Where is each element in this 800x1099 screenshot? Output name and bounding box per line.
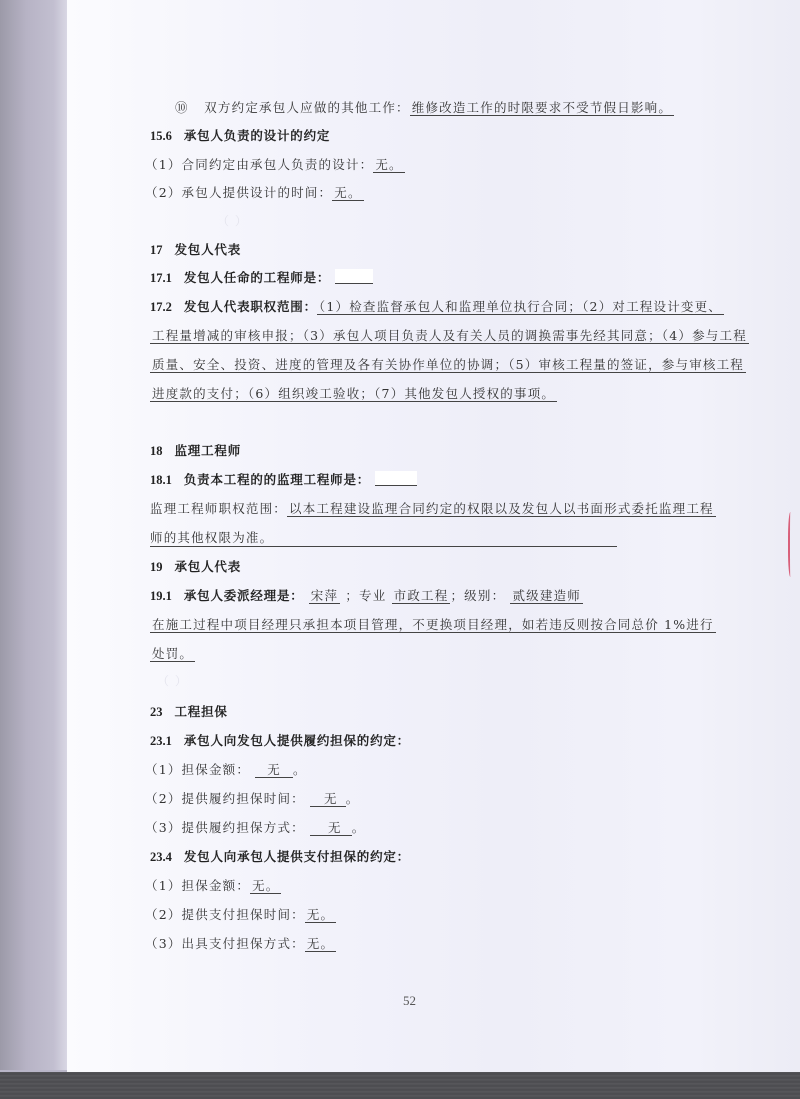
section-title: 监理工程师 [174,443,242,458]
section-number: 23 [150,705,163,719]
scope-text: 以本工程建设监理合同约定的权限以及发包人以书面形式委托监理工程 [289,501,714,516]
section-18-heading [150,441,241,459]
item-value: 无 [255,762,293,778]
section-number: 18 [150,444,163,458]
section-number: 17 [150,243,163,257]
item-label: （2）承包人提供设计的时间： [145,185,333,200]
section-number: 23.4 [150,850,172,864]
section-title: 发包人向承包人提供支付担保的约定： [183,849,410,864]
section-17-heading [150,240,241,258]
item-label: 负责本工程的的监理工程师是： [183,472,371,487]
section-title: 承包人向发包人提供履约担保的约定： [183,733,410,748]
item-value: 无。 [375,157,403,172]
item-label: （1）担保金额： [145,878,251,893]
major-label: ；专业 [345,588,387,603]
page-number: 52 [403,993,416,1008]
section-23-4-item-3 [145,934,336,952]
section-17-2-line-2 [150,326,749,344]
item-label: （3）出具支付担保方式： [145,936,305,951]
section-number: 17.1 [150,271,172,285]
item-label: （1）担保金额： [145,762,251,777]
item-value: 无 [310,791,346,807]
section-23-1-item-3 [145,818,365,836]
section-23-4-item-2 [145,905,336,923]
item-label: （1）合同约定由承包人负责的设计： [145,157,374,172]
item-10-value: 维修改造工作的时限要求不受节假日影响。 [411,100,673,115]
item-value: 无。 [334,185,362,200]
scanner-bottom-edge [0,1072,800,1099]
red-stamp-edge [788,512,794,577]
section-15-6-heading [150,126,330,144]
section-title: 发包人代表 [174,242,242,257]
note-text: 处罚。 [152,646,194,661]
section-17-1-line [150,268,373,286]
section-18-1-line [150,470,417,488]
section-19-heading [150,557,241,575]
section-17-2-line-1 [150,297,724,315]
scope-text: 进度款的支付；（6）组织竣工验收；（7）其他发包人授权的事项。 [152,386,556,401]
section-title: 承包人代表 [174,559,242,574]
section-title: 工程担保 [174,704,228,719]
manager-level: 贰级建造师 [512,588,581,603]
item-label: 承包人委派经理是： [183,588,304,603]
section-23-1-item-2 [145,789,359,807]
item-value: 无。 [306,936,335,951]
item-value: 无。 [306,907,335,922]
document-page [67,0,800,1072]
item-value: 无 [310,820,352,836]
section-title: 承包人负责的设计的约定 [183,128,331,143]
section-number: 18.1 [150,473,172,487]
section-number: 19 [150,560,163,574]
circled-number-10: ⑩ [175,100,189,115]
period: 。 [351,820,366,835]
item-label: 发包人代表职权范围： [183,299,317,314]
period: 。 [345,791,360,806]
item-value: 无。 [252,878,280,893]
section-number: 23.1 [150,734,172,748]
section-18-scope-line-1 [150,499,716,517]
scope-label: 监理工程师职权范围： [150,501,288,516]
item-label: （2）提供履约担保时间： [145,791,305,806]
section-19-note-line-1 [150,615,716,633]
section-number: 17.2 [150,300,172,314]
section-23-1-item-1 [145,760,307,778]
redacted-supervisor-name [375,471,417,486]
section-18-scope-line-2 [150,528,617,547]
manager-name: 宋萍 [310,588,339,603]
section-17-2-line-3 [150,355,746,373]
section-23-heading [150,702,228,720]
section-17-2-line-4 [150,384,557,402]
level-label: ；级别： [450,588,506,603]
section-19-1-line [150,586,583,604]
section-15-6-item-2 [145,183,364,201]
bleed-through-text: （ ） [157,674,188,688]
section-15-6-item-1 [145,155,405,173]
item-10-label: 双方约定承包人应做的其他工作： [204,100,410,115]
section-23-1-heading [150,731,410,749]
scanner-spine-shadow [0,0,67,1070]
period: 。 [292,762,307,777]
section-number: 19.1 [150,589,172,603]
redacted-engineer-name [335,269,373,284]
bleed-through-text: （ ） [217,214,248,228]
section-23-4-item-1 [145,876,281,894]
scope-text: 质量、安全、投资、进度的管理及各有关协作单位的协调；（5）审核工程量的签证，参与审核工程 [152,357,745,372]
scope-text: 工程量增减的审核申报；（3）承包人项目负责人及有关人员的调换需事先经其同意；（4）参与工程 [152,328,747,343]
scope-text: （1）检查监督承包人和监理单位执行合同；（2）对工程设计变更、 [318,299,722,314]
item-label: 发包人任命的工程师是： [183,270,331,285]
section-23-4-heading [150,847,410,865]
section-number: 15.6 [150,129,172,143]
manager-major: 市政工程 [393,588,449,603]
item-label: （3）提供履约担保方式： [145,820,305,835]
scope-text: 师的其他权限为准。 [150,530,274,545]
item-label: （2）提供支付担保时间： [145,907,305,922]
section-19-note-line-2 [150,644,195,662]
note-text: 在施工过程中项目经理只承担本项目管理，不更换项目经理，如若违反则按合同总价 1%进行 [152,617,714,632]
item-10-line [175,98,674,116]
